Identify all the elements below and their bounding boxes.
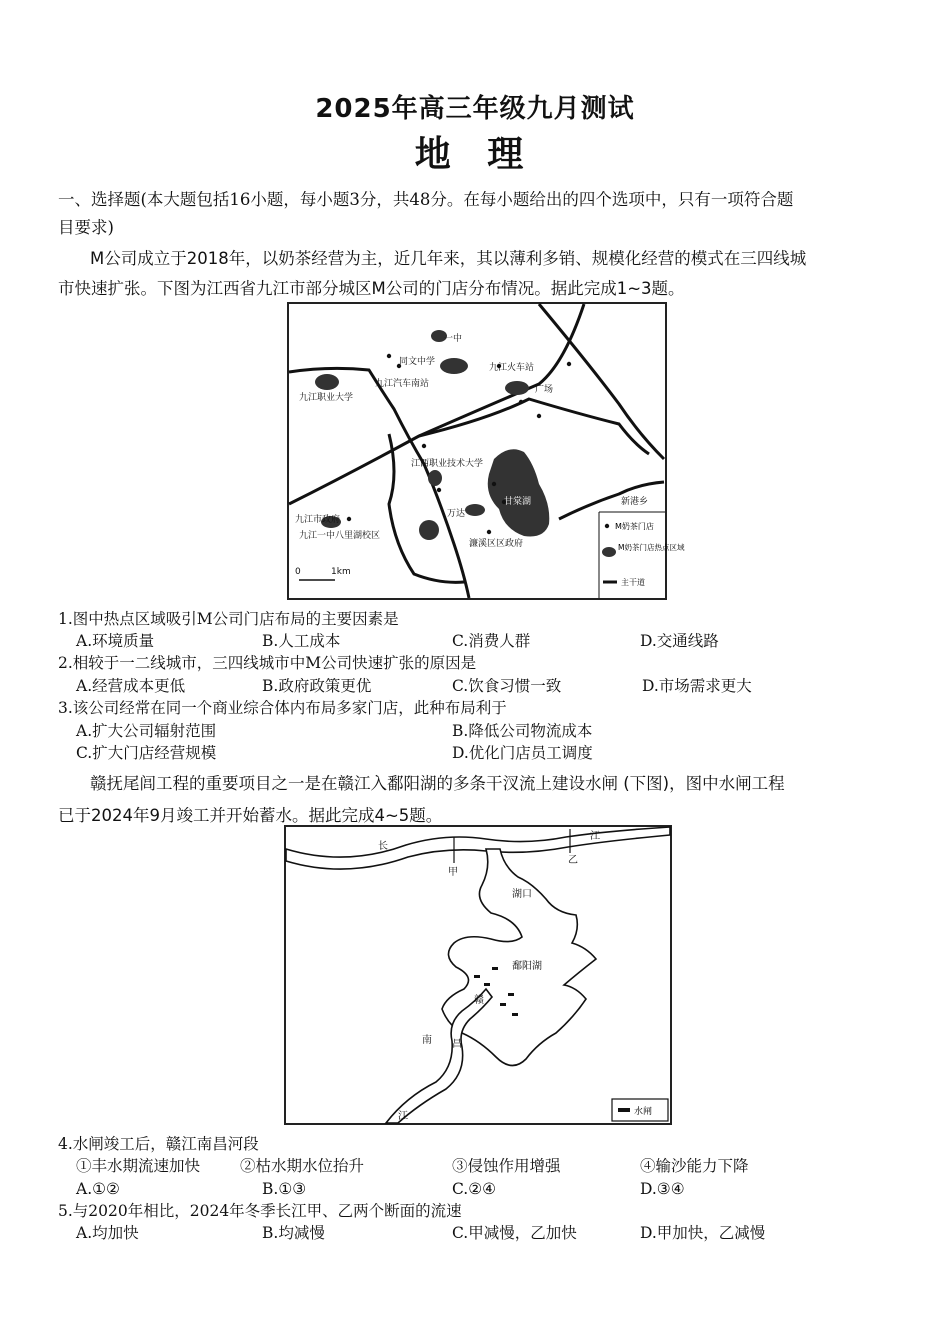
label-jiang: 江 (398, 1111, 408, 1122)
legend-road: 主干道 (621, 578, 645, 587)
passage-1-line-2: 市快速扩张。下图为江西省九江市部分城区M公司的门店分布情况。据此完成1~3题。 (58, 279, 685, 298)
scale-label: 1km (331, 567, 351, 577)
label-lake: 甘棠湖 (504, 497, 532, 507)
map-poyang-svg (286, 827, 670, 1123)
q4-statement-4: ④输沙能力下降 (640, 1157, 749, 1175)
q2-option-a[interactable]: A.经营成本更低 (76, 677, 186, 695)
q2-option-b[interactable]: B.政府政策更优 (262, 677, 372, 695)
label-river-chang: 长 (378, 841, 388, 852)
map-jiujiang (287, 302, 685, 600)
q5-option-a[interactable]: A.均加快 (76, 1224, 139, 1242)
hotspot-uni (315, 374, 339, 390)
section-line-2: 目要求) (58, 218, 114, 237)
q1-option-d[interactable]: D.交通线路 (640, 632, 719, 650)
lake-gantang (488, 449, 550, 536)
q3-option-b[interactable]: B.降低公司物流成本 (452, 722, 593, 740)
q2-stem: 2.相较于一二线城市，三四线城市中M公司快速扩张的原因是 (58, 654, 477, 672)
passage-1 (58, 244, 908, 304)
passage-1-line-1: M公司成立于2018年，以奶茶经营为主，近几年来，其以薄利多销、规模化经营的模式在三四线城 (90, 249, 807, 268)
q4-option-b[interactable]: B.①③ (262, 1180, 307, 1198)
hotspot-square (505, 381, 529, 395)
label-uni: 九江职业大学 (299, 393, 354, 403)
passage-2-line-2: 已于2024年9月竣工并开始蓄水。据此完成4~5题。 (58, 806, 443, 825)
label-river-jiang: 江 (590, 831, 600, 842)
legend-gate-mark (618, 1108, 630, 1112)
scale-zero: 0 (295, 567, 301, 577)
hotspot-wanda (465, 504, 485, 516)
q4-option-c[interactable]: C.②④ (452, 1180, 497, 1198)
q2-option-d[interactable]: D.市场需求更大 (642, 677, 752, 695)
yangtze-river (286, 827, 670, 869)
section-instructions (58, 186, 908, 242)
hotspot-school (440, 358, 468, 374)
label-gov: 九江市政府 (295, 515, 341, 525)
q3-option-a[interactable]: A.扩大公司辐射范围 (76, 722, 217, 740)
map-jiujiang-svg (289, 304, 685, 598)
q3-option-d[interactable]: D.优化门店员工调度 (452, 744, 593, 762)
q3-stem: 3.该公司经常在同一个商业综合体内布局多家门店，此种布局利于 (58, 699, 507, 717)
poyang-lake (442, 849, 596, 1066)
map-poyang (284, 825, 672, 1125)
label-bus: 九江汽车南站 (375, 379, 430, 389)
label-wanda: 万达 (447, 509, 466, 519)
exam-title: 2025年高三年级九月测试 (315, 94, 635, 124)
legend-hotspot: M奶茶门店热点区域 (618, 543, 685, 552)
q4-stem: 4.水闸竣工后，赣江南昌河段 (58, 1135, 259, 1153)
label-district: 濂溪区区政府 (469, 539, 524, 549)
q4-option-a[interactable]: A.①② (76, 1180, 120, 1198)
hotspot-tech (428, 470, 442, 486)
label-tech: 江西职业技术大学 (411, 459, 484, 469)
label-gan: 赣 (474, 995, 484, 1006)
label-nan: 南 (422, 1035, 432, 1046)
label-yizhong: 一中 (444, 334, 463, 344)
q1-option-a[interactable]: A.环境质量 (76, 632, 155, 650)
q5-stem: 5.与2020年相比，2024年冬季长江甲、乙两个断面的流速 (58, 1202, 462, 1220)
q4-statement-2: ②枯水期水位抬升 (240, 1157, 365, 1175)
q5-option-d[interactable]: D.甲加快，乙减慢 (640, 1224, 766, 1242)
gan-river (386, 989, 492, 1123)
subject-title: 地 理 (414, 134, 536, 175)
q5-option-c[interactable]: C.甲减慢，乙加快 (452, 1224, 577, 1242)
passage-2 (58, 768, 908, 832)
label-campus: 九江一中八里湖校区 (299, 531, 381, 541)
q5-option-b[interactable]: B.均减慢 (262, 1224, 325, 1242)
label-school: 同文中学 (399, 357, 436, 367)
label-hukou: 湖口 (512, 889, 532, 900)
hotspot-campus-2 (419, 520, 439, 540)
q4-option-d[interactable]: D.③④ (640, 1180, 685, 1198)
label-chang: 昌 (452, 1039, 462, 1050)
q4-statement-1: ①丰水期流速加快 (76, 1157, 201, 1175)
label-yi: 乙 (568, 855, 578, 866)
q2-option-c[interactable]: C.饮食习惯一致 (452, 677, 562, 695)
legend-gate: 水闸 (634, 1107, 653, 1117)
label-train: 九江火车站 (489, 363, 535, 373)
q1-option-b[interactable]: B.人工成本 (262, 632, 341, 650)
q1-option-c[interactable]: C.消费人群 (452, 632, 531, 650)
label-square: 广场 (535, 385, 554, 395)
map1-legend (599, 512, 685, 598)
q3-option-c[interactable]: C.扩大门店经营规模 (76, 744, 217, 762)
label-town: 新港乡 (621, 497, 649, 507)
q4-statement-3: ③侵蚀作用增强 (452, 1157, 561, 1175)
label-jia: 甲 (448, 867, 458, 878)
passage-2-line-1: 赣抚尾闾工程的重要项目之一是在赣江入鄱阳湖的多条干汊流上建设水闸 (下图)，图中水闸工程 (90, 774, 785, 793)
legend-store: M奶茶门店 (615, 522, 654, 531)
label-poyang: 鄱阳湖 (512, 961, 542, 972)
section-line-1: 一、选择题(本大题包括16小题，每小题3分，共48分。在每小题给出的四个选项中，只有一项符合题 (58, 190, 794, 209)
q1-stem: 1.图中热点区域吸引M公司门店布局的主要因素是 (58, 610, 399, 628)
